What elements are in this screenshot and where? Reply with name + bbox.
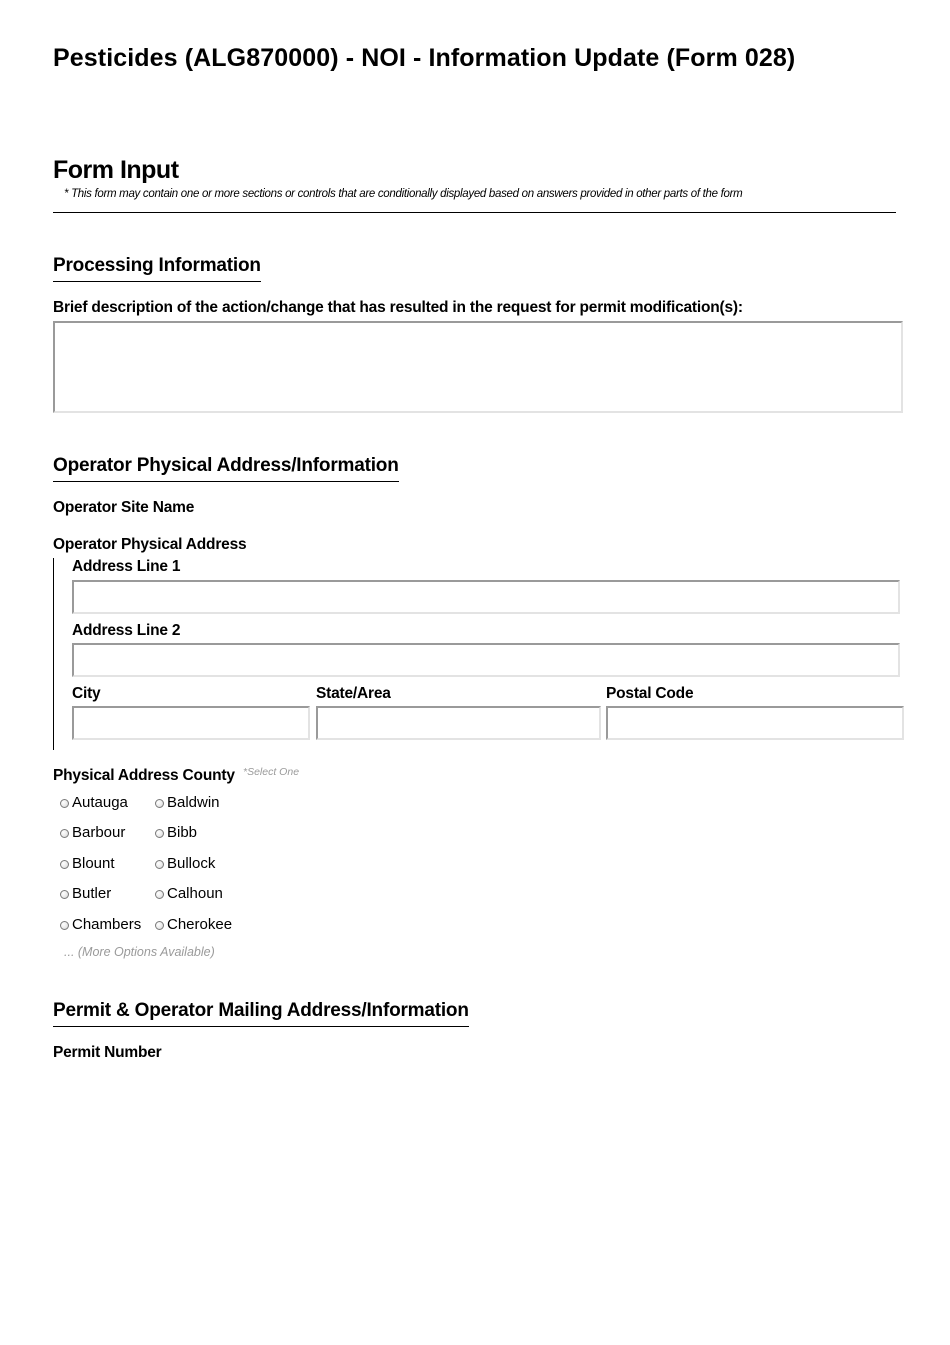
county-option-bibb[interactable] bbox=[155, 824, 197, 841]
county-option-label: Blount bbox=[72, 855, 115, 872]
county-option-autauga[interactable] bbox=[60, 794, 128, 811]
county-option-label: Bibb bbox=[167, 824, 198, 841]
county-option-label: Butler bbox=[72, 885, 112, 902]
radio-button[interactable] bbox=[155, 799, 164, 808]
state-input[interactable] bbox=[316, 706, 601, 740]
county-option-butler[interactable] bbox=[60, 885, 111, 902]
operator-physical-address-label: Operator Physical Address bbox=[53, 536, 247, 553]
more-options-note: ... (More Options Available) bbox=[64, 945, 215, 959]
conditional-display-note: * This form may contain one or more sections or controls that are conditionally displayed based on answers provided in other parts of the form bbox=[64, 188, 743, 200]
radio-button[interactable] bbox=[155, 890, 164, 899]
state-label: State/Area bbox=[316, 685, 391, 702]
operator-site-name-label: Operator Site Name bbox=[53, 499, 195, 516]
county-option-label: Chambers bbox=[72, 916, 142, 933]
address-line1-input[interactable] bbox=[72, 580, 900, 614]
address-line2-input[interactable] bbox=[72, 643, 900, 677]
county-option-barbour[interactable] bbox=[60, 824, 125, 841]
description-label: Brief description of the action/change that has resulted in the request for permit modification(s): bbox=[53, 299, 743, 316]
address-line2-label: Address Line 2 bbox=[72, 622, 181, 639]
permit-mailing-address-heading: Permit & Operator Mailing Address/Information bbox=[53, 1000, 469, 1027]
county-option-baldwin[interactable] bbox=[155, 794, 220, 811]
address-line1-label: Address Line 1 bbox=[72, 558, 181, 575]
select-one-hint: *Select One bbox=[243, 766, 300, 778]
permit-number-label: Permit Number bbox=[53, 1044, 162, 1061]
processing-information-heading: Processing Information bbox=[53, 255, 261, 282]
radio-button[interactable] bbox=[155, 829, 164, 838]
postal-code-input[interactable] bbox=[606, 706, 904, 740]
city-label: City bbox=[72, 685, 101, 702]
county-option-label: Autauga bbox=[72, 794, 128, 811]
county-option-bullock[interactable] bbox=[155, 855, 215, 872]
county-option-label: Cherokee bbox=[167, 916, 233, 933]
radio-button[interactable] bbox=[60, 890, 69, 899]
county-option-label: Calhoun bbox=[167, 885, 223, 902]
radio-button[interactable] bbox=[155, 921, 164, 930]
county-option-calhoun[interactable] bbox=[155, 885, 223, 902]
radio-button[interactable] bbox=[60, 799, 69, 808]
section-divider bbox=[53, 212, 896, 213]
operator-physical-address-heading: Operator Physical Address/Information bbox=[53, 455, 399, 482]
county-option-chambers[interactable] bbox=[60, 916, 141, 933]
county-option-label: Barbour bbox=[72, 824, 126, 841]
description-textarea[interactable] bbox=[53, 321, 903, 413]
city-input[interactable] bbox=[72, 706, 310, 740]
county-option-blount[interactable] bbox=[60, 855, 115, 872]
radio-button[interactable] bbox=[60, 829, 69, 838]
radio-button[interactable] bbox=[60, 860, 69, 869]
county-option-label: Baldwin bbox=[167, 794, 220, 811]
county-option-label: Bullock bbox=[167, 855, 216, 872]
form-input-heading: Form Input bbox=[53, 156, 179, 184]
address-group-border bbox=[53, 558, 54, 750]
county-label: Physical Address County bbox=[53, 767, 235, 784]
radio-button[interactable] bbox=[60, 921, 69, 930]
document-title: Pesticides (ALG870000) - NOI - Information Update (Form 028) bbox=[53, 44, 796, 72]
postal-code-label: Postal Code bbox=[606, 685, 694, 702]
radio-button[interactable] bbox=[155, 860, 164, 869]
county-option-cherokee[interactable] bbox=[155, 916, 232, 933]
